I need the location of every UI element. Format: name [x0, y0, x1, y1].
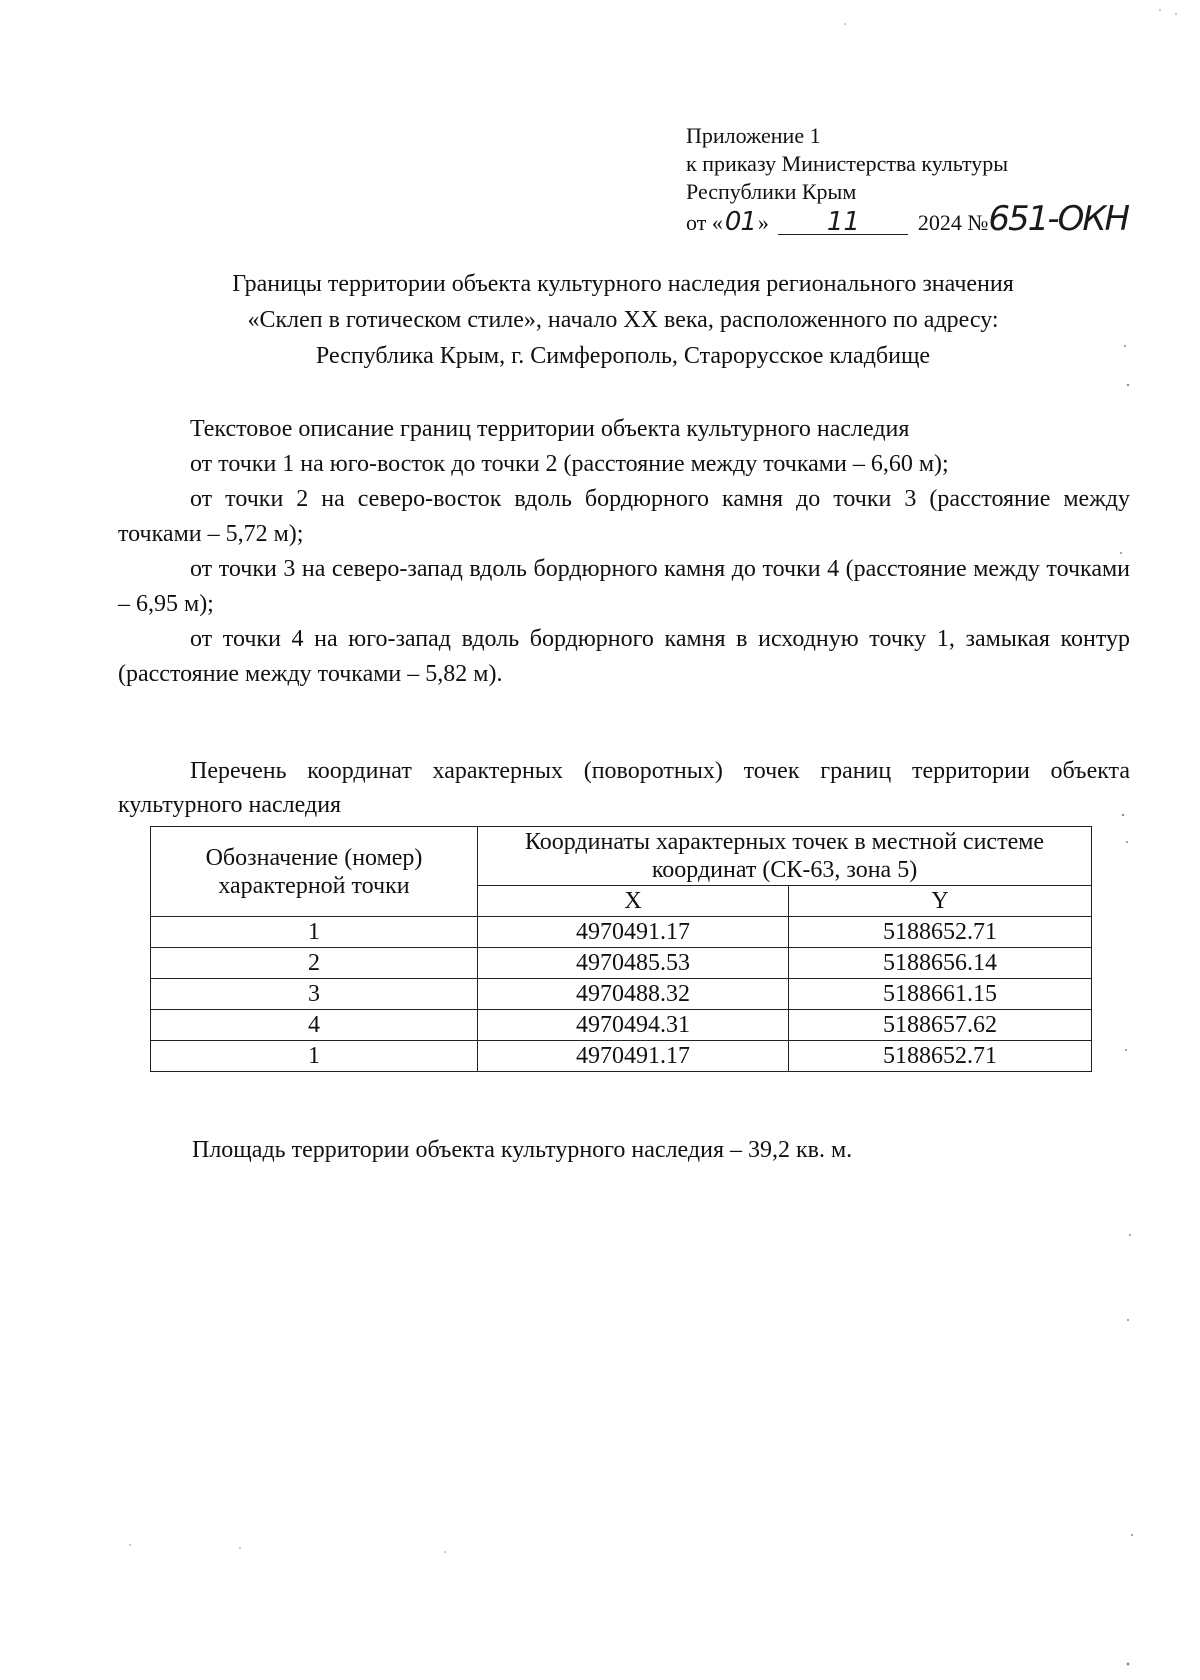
date-prefix: от «: [686, 210, 723, 235]
description-paragraph-3: от точки 3 на северо-запад вдоль бордюрного камня до точки 4 (расстояние между точками – 6,95 м);: [118, 556, 1130, 617]
table-row: [151, 917, 1092, 948]
area-statement: Площадь территории объекта культурного наследия – 39,2 кв. м.: [192, 1137, 853, 1163]
description-paragraph-4: от точки 4 на юго-запад вдоль бордюрного камня в исходную точку 1, замыкая контур (расстояние между точками – 5,82 м).: [118, 626, 1130, 687]
table-header-row: [151, 827, 1092, 886]
cell-point: 2: [151, 948, 478, 979]
cell-point: 3: [151, 979, 478, 1010]
handwritten-day: 01: [724, 207, 756, 237]
table-row: [151, 1041, 1092, 1072]
cell-x: 4970494.31: [478, 1010, 789, 1041]
appendix-block: [686, 122, 1146, 237]
handwritten-month: 11: [778, 210, 908, 235]
date-year-no: 2024 №: [917, 210, 989, 235]
cell-y: 5188652.71: [789, 917, 1092, 948]
title-line-3: Республика Крым, г. Симферополь, Старорусское кладбище: [315, 343, 931, 369]
cell-y: 5188661.15: [789, 979, 1092, 1010]
title-line-1: Границы территории объекта культурного наследия регионального значения: [232, 271, 1014, 297]
header-x: X: [478, 886, 789, 917]
handwritten-order-number: 651-ОКН: [988, 199, 1129, 239]
table-row: [151, 948, 1092, 979]
cell-x: 4970491.17: [478, 917, 789, 948]
cell-point: 4: [151, 1010, 478, 1041]
header-point: Обозначение (номер) характерной точки: [151, 827, 478, 917]
boundary-description: [118, 412, 1130, 692]
appendix-line-2: к приказу Министерства культуры: [686, 151, 1009, 176]
document-title: [118, 266, 1128, 374]
date-mid: »: [757, 210, 769, 235]
appendix-line-1: Приложение 1: [686, 123, 821, 148]
cell-point: 1: [151, 917, 478, 948]
cell-x: 4970488.32: [478, 979, 789, 1010]
cell-y: 5188657.62: [789, 1010, 1092, 1041]
cell-y: 5188656.14: [789, 948, 1092, 979]
table-row: [151, 1010, 1092, 1041]
coordinates-intro: Перечень координат характерных (поворотных) точек границ территории объекта культурного наследия: [118, 758, 1130, 818]
header-coordinates: Координаты характерных точек в местной системе координат (СК-63, зона 5): [478, 827, 1092, 886]
appendix-date-line: [686, 199, 1146, 239]
coordinates-table: [150, 826, 1092, 1072]
description-heading: Текстовое описание границ территории объекта культурного наследия: [190, 416, 910, 442]
cell-x: 4970485.53: [478, 948, 789, 979]
cell-x: 4970491.17: [478, 1041, 789, 1072]
cell-y: 5188652.71: [789, 1041, 1092, 1072]
header-y: Y: [789, 886, 1092, 917]
table-row: [151, 979, 1092, 1010]
cell-point: 1: [151, 1041, 478, 1072]
appendix-line-3: Республики Крым: [686, 179, 857, 204]
title-line-2: «Склеп в готическом стиле», начало XX века, расположенного по адресу:: [247, 307, 999, 333]
description-paragraph-1: от точки 1 на юго-восток до точки 2 (расстояние между точками – 6,60 м);: [190, 451, 949, 477]
description-paragraph-2: от точки 2 на северо-восток вдоль бордюрного камня до точки 3 (расстояние между точками – 5,72 м);: [118, 486, 1130, 547]
